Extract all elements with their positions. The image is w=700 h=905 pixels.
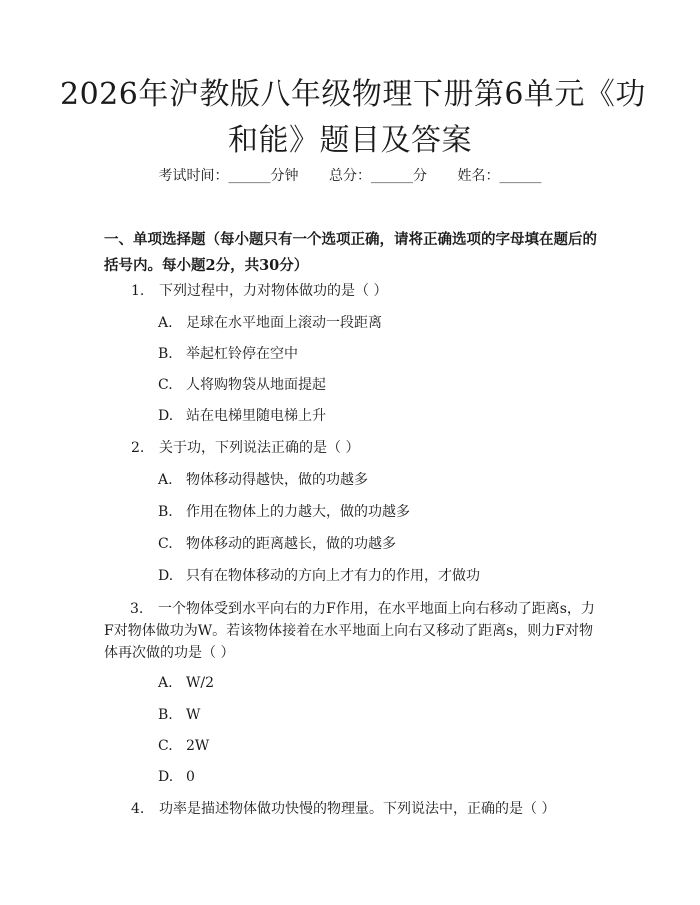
question-1-option-d bbox=[158, 406, 326, 426]
option-letter: B. bbox=[158, 504, 173, 520]
option-text: 只有在物体移动的方向上才有力的作用，才做功 bbox=[186, 568, 480, 584]
question-3-option-a bbox=[158, 673, 214, 693]
question-text: 关于功，下列说法正确的是（ ） bbox=[159, 440, 360, 456]
question-number: 2. bbox=[131, 440, 145, 456]
title-line-1: 2026年沪教版八年级物理下册第6单元《功 bbox=[60, 77, 646, 112]
option-text: 站在电梯里随电梯上升 bbox=[186, 408, 326, 424]
total-score-field: 总分：______分 bbox=[329, 168, 427, 184]
option-letter: B. bbox=[158, 707, 173, 723]
question-number: 4. bbox=[131, 801, 145, 817]
option-text: 0 bbox=[186, 769, 195, 785]
option-text: W bbox=[186, 707, 201, 723]
option-text: 作用在物体上的力越大，做的功越多 bbox=[186, 504, 410, 520]
question-text: 一个物体受到水平向右的力F作用，在水平地面上向右移动了距离s，力F对物体做功为W。若该物体接着在水平地面上向右又移动了距离s，则力F对物体再次做的功是（ ） bbox=[104, 601, 595, 661]
question-3 bbox=[104, 598, 600, 664]
question-1-option-a bbox=[158, 313, 382, 333]
question-1-option-c bbox=[158, 375, 326, 395]
question-3-option-d bbox=[158, 767, 195, 787]
option-text: 2W bbox=[186, 738, 210, 754]
option-letter: A. bbox=[158, 315, 173, 331]
question-2-option-d bbox=[158, 566, 480, 586]
option-letter: A. bbox=[158, 472, 173, 488]
question-3-option-c bbox=[158, 736, 209, 756]
option-letter: D. bbox=[158, 769, 174, 785]
exam-time-field: 考试时间：______分钟 bbox=[158, 168, 299, 184]
option-text: 物体移动的距离越长，做的功越多 bbox=[186, 536, 396, 552]
document-title bbox=[60, 72, 646, 164]
question-4 bbox=[131, 799, 555, 819]
option-letter: C. bbox=[158, 377, 173, 393]
section-header: 一、单项选择题（每小题只有一个选项正确，请将正确选项的字母填在题后的括号内。每小题2分，共30分） bbox=[104, 231, 597, 274]
student-name-field: 姓名：______ bbox=[457, 168, 542, 184]
question-text: 功率是描述物体做功快慢的物理量。下列说法中，正确的是（ ） bbox=[159, 801, 556, 817]
option-text: 人将购物袋从地面提起 bbox=[186, 377, 326, 393]
question-2-option-a bbox=[158, 470, 368, 490]
option-text: 物体移动得越快，做的功越多 bbox=[186, 472, 368, 488]
option-letter: C. bbox=[158, 738, 173, 754]
option-letter: B. bbox=[158, 346, 173, 362]
question-3-option-b bbox=[158, 705, 200, 725]
title-line-2: 和能》题目及答案 bbox=[228, 123, 472, 158]
question-2-option-c bbox=[158, 534, 396, 554]
question-text: 下列过程中，力对物体做功的是（ ） bbox=[159, 283, 388, 299]
option-letter: D. bbox=[158, 408, 174, 424]
question-2-option-b bbox=[158, 502, 410, 522]
question-number: 1. bbox=[131, 283, 145, 299]
question-1 bbox=[131, 281, 387, 301]
question-2 bbox=[131, 438, 359, 458]
question-1-option-b bbox=[158, 344, 298, 364]
option-letter: A. bbox=[158, 675, 173, 691]
exam-info bbox=[0, 166, 700, 186]
option-text: 足球在水平地面上滚动一段距离 bbox=[186, 315, 382, 331]
option-letter: C. bbox=[158, 536, 173, 552]
option-letter: D. bbox=[158, 568, 174, 584]
option-text: W/2 bbox=[186, 675, 215, 691]
question-number: 3. bbox=[130, 601, 144, 617]
option-text: 举起杠铃停在空中 bbox=[186, 346, 298, 362]
